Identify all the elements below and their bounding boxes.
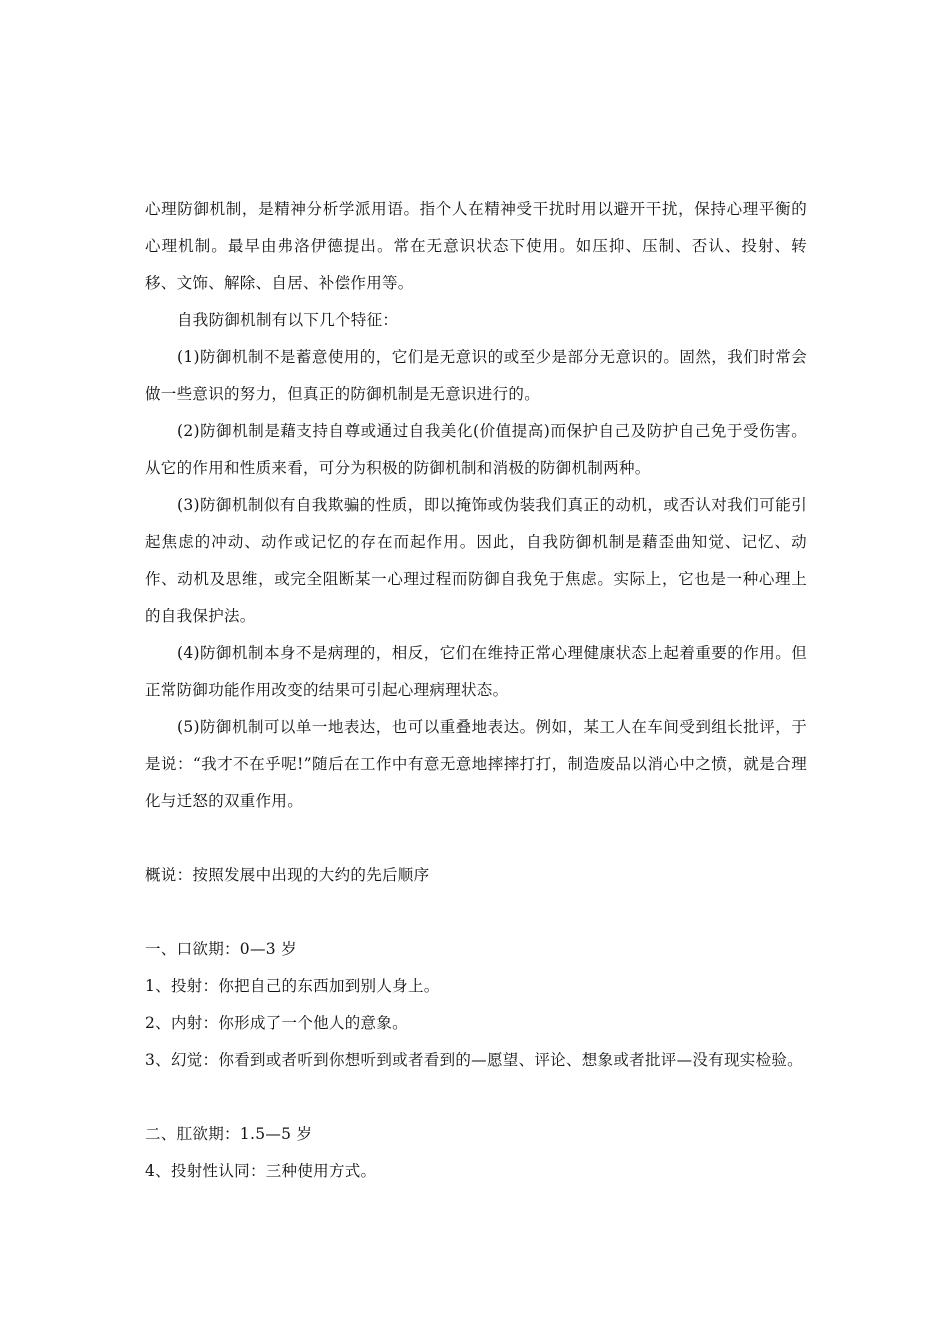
spacer	[145, 820, 807, 857]
feature-paragraph-2: (2)防御机制是藉支持自尊或通过自我美化(价值提高)而保护自己及防护自己免于受伤害。从它的作用和性质来看，可分为积极的防御机制和消极的防御机制两种。	[145, 422, 807, 477]
feature-paragraph-1: (1)防御机制不是蓄意使用的，它们是无意识的或至少是部分无意识的。固然，我们时常会做一些意识的努力，但真正的防御机制是无意识进行的。	[145, 348, 807, 403]
feature-paragraph-3: (3)防御机制似有自我欺骗的性质，即以掩饰或伪装我们真正的动机，或否认对我们可能引起焦虑的冲动、动作或记忆的存在而起作用。因此，自我防御机制是藉歪曲知觉、记忆、动作、动机及思维，或完全阻断某一心理过程而防御自我免于焦虑。实际上，它也是一种心理上的自我保护法。	[145, 496, 807, 625]
feature-paragraph-5: (5)防御机制可以单一地表达，也可以重叠地表达。例如，某工人在车间受到组长批评，于是说：“我才不在乎呢!”随后在工作中有意无意地摔摔打打，制造废品以消心中之愤，就是合理化与迁怒的双重作用。	[145, 718, 807, 810]
stage-heading-oral: 一、口欲期：0—3 岁	[145, 940, 297, 958]
intro-paragraph: 心理防御机制，是精神分析学派用语。指个人在精神受干扰时用以避开干扰，保持心理平衡的心理机制。最早由弗洛伊德提出。常在无意识状态下使用。如压抑、压制、否认、投射、转移、文饰、解除、自居、补偿作用等。	[145, 200, 807, 292]
list-item: 2、内射：你形成了一个他人的意象。	[145, 1014, 408, 1032]
document-body	[145, 191, 807, 1190]
spacer	[145, 894, 807, 931]
feature-paragraph-4: (4)防御机制本身不是病理的，相反，它们在维持正常心理健康状态上起着重要的作用。但正常防御功能作用改变的结果可引起心理病理状态。	[145, 644, 807, 699]
overview-line: 概说：按照发展中出现的大约的先后顺序	[145, 866, 430, 884]
list-item: 3、幻觉：你看到或者听到你想听到或者看到的—愿望、评论、想象或者批评—没有现实检验。	[145, 1051, 803, 1069]
stage-heading-anal: 二、肛欲期：1.5—5 岁	[145, 1125, 313, 1143]
features-heading: 自我防御机制有以下几个特征：	[177, 311, 399, 329]
list-item: 1、投射：你把自己的东西加到别人身上。	[145, 977, 440, 995]
list-item: 4、投射性认同：三种使用方式。	[145, 1162, 377, 1180]
spacer	[145, 1079, 807, 1116]
